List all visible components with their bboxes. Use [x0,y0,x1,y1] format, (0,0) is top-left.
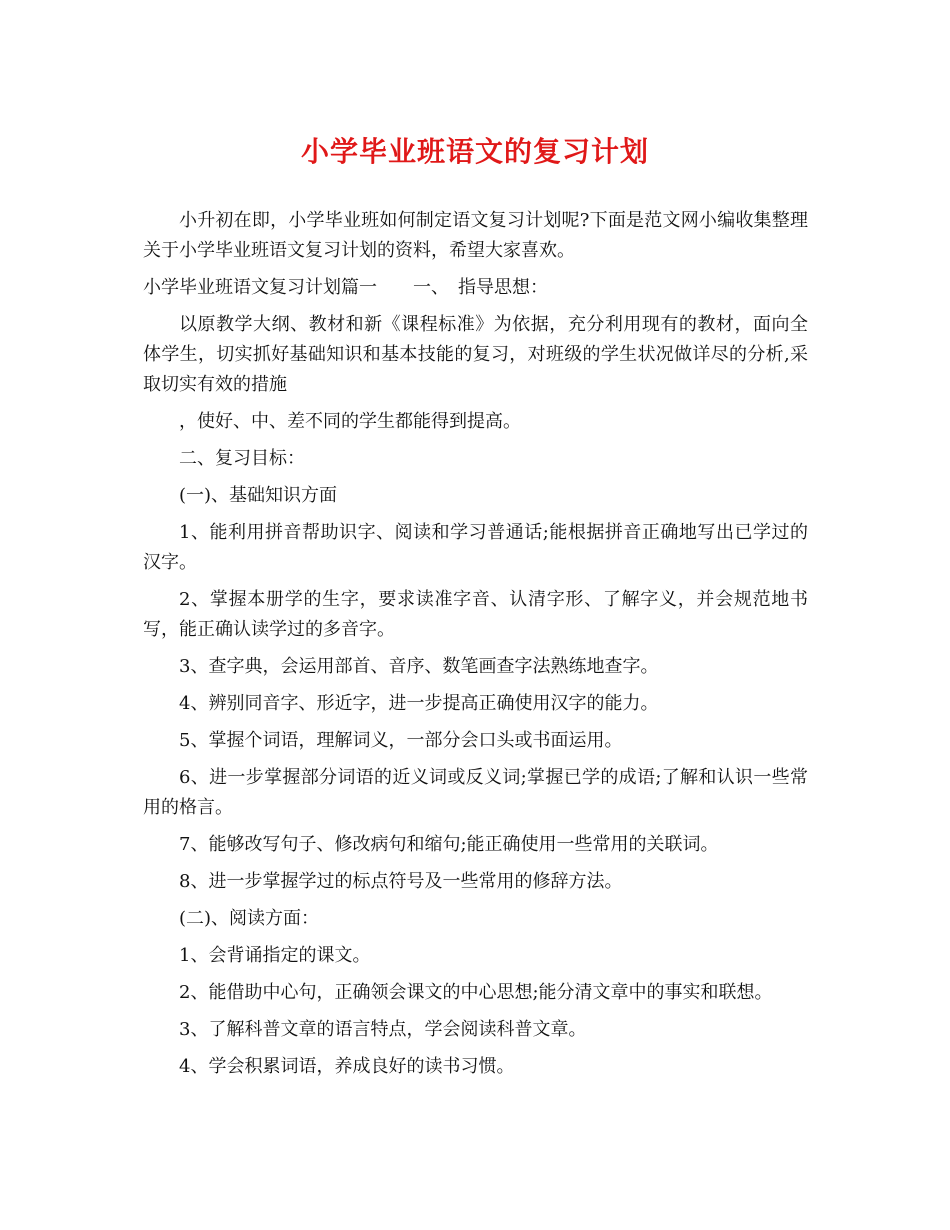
subheading-basic-knowledge: (一)、基础知识方面 [179,485,338,506]
list-item: 1、能利用拼音帮助识字、阅读和学习普通话;能根据拼音正确地写出已学过的汉字。 [143,522,808,573]
list-item: 5、掌握个词语，理解词义，一部分会口头或书面运用。 [179,730,623,751]
intro-paragraph: 小升初在即，小学毕业班如何制定语文复习计划呢?下面是范文网小编收集整理关于小学毕业班语文复习计划的资料，希望大家喜欢。 [143,210,808,261]
list-item: 1、会背诵指定的课文。 [179,945,371,966]
list-item: 4、辨别同音字、形近字，进一步提高正确使用汉字的能力。 [179,693,659,714]
guiding-idea-continuation: ，使好、中、差不同的学生都能得到提高。 [179,411,521,432]
document-body [143,206,808,1089]
list-item: 2、掌握本册学的生字，要求读准字音、认清字形、了解字义，并会规范地书写，能正确认读学过的多音字。 [143,589,808,640]
document-title: 小学毕业班语文的复习计划 [300,135,649,168]
list-item: 4、学会积累词语，养成良好的读书习惯。 [179,1056,515,1077]
list-item: 8、进一步掌握学过的标点符号及一些常用的修辞方法。 [179,871,623,892]
list-item: 3、查字典，会运用部首、音序、数笔画查字法熟练地查字。 [179,656,659,677]
section-heading-guiding-idea: 小学毕业班语文复习计划篇一 一、 指导思想： [143,277,548,298]
list-item: 6、进一步掌握部分词语的近义词或反义词;掌握已学的成语;了解和认识一些常用的格言。 [143,767,808,818]
list-item: 2、能借助中心句，正确领会课文的中心思想;能分清文章中的事实和联想。 [179,982,773,1003]
list-item: 7、能够改写句子、修改病句和缩句;能正确使用一些常用的关联词。 [179,834,719,855]
subheading-reading: (二)、阅读方面： [179,908,320,929]
guiding-idea-paragraph: 以原教学大纲、教材和新《课程标准》为依据，充分利用现有的教材，面向全体学生，切实抓好基础知识和基本技能的复习，对班级的学生状况做详尽的分析,采取切实有效的措施 [143,314,808,395]
section-heading-review-goals: 二、复习目标： [179,448,305,469]
list-item: 3、了解科普文章的语言特点，学会阅读科普文章。 [179,1019,587,1040]
